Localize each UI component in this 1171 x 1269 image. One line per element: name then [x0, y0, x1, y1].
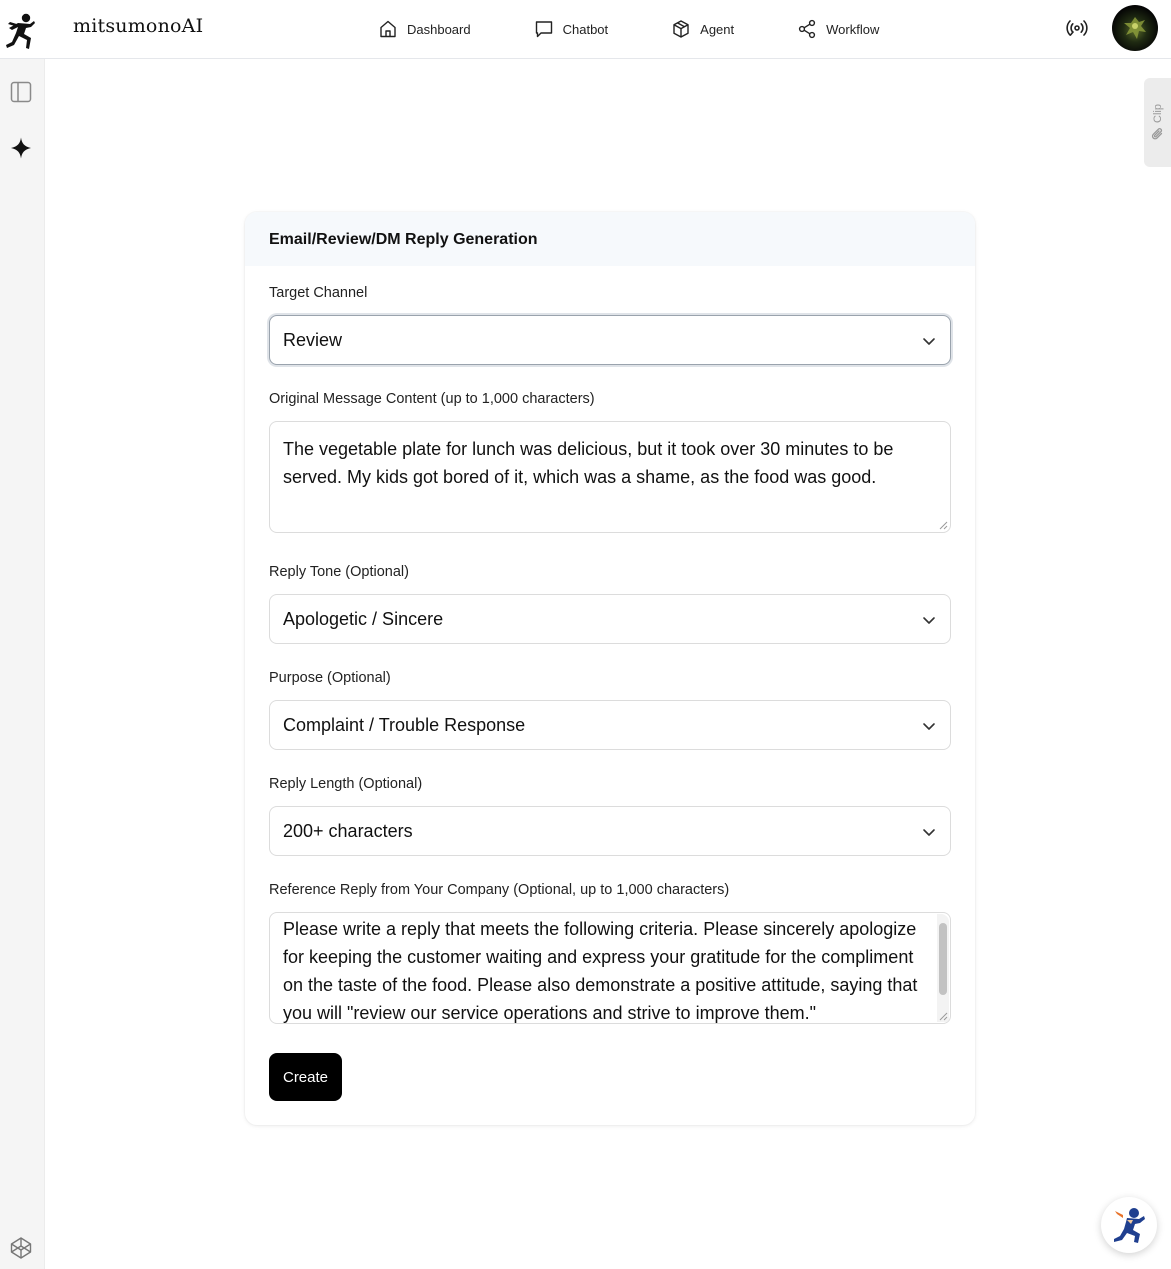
left-rail: [0, 59, 45, 1269]
textarea-scrollbar-thumb[interactable]: [939, 923, 947, 995]
ninja-mascot-icon: [1109, 1205, 1149, 1245]
share-nodes-icon: [797, 19, 817, 39]
nav-agent[interactable]: [671, 19, 734, 39]
reference-reply-value: Please write a reply that meets the following criteria. Please sincerely apologize for keeping the customer waiting and express your gratitude for the compliment on the taste of the food. Please also demonstrate a positive attitude, saying that you will "review our service operations and strive to improve them.": [283, 919, 918, 1023]
chevron-down-icon: [921, 718, 937, 734]
chevron-down-icon: [921, 612, 937, 628]
paperclip-icon: [1151, 127, 1165, 141]
nav-dashboard-label: Dashboard: [407, 21, 471, 37]
sparkle-icon[interactable]: [9, 136, 33, 160]
target-channel-label: Target Channel: [269, 285, 368, 301]
purpose-value: Complaint / Trouble Response: [283, 714, 526, 735]
chat-bubble-icon: [534, 19, 554, 39]
nav-chatbot[interactable]: [534, 19, 609, 39]
original-message-label: Original Message Content (up to 1,000 characters): [269, 391, 595, 407]
original-message-value: The vegetable plate for lunch was delicious, but it took over 30 minutes to be served. My kids got bored of it, which was a shame, as the food was good.: [283, 439, 894, 487]
assistant-mascot-button[interactable]: [1101, 1197, 1157, 1253]
reply-tone-select[interactable]: [269, 594, 951, 644]
reply-length-select[interactable]: [269, 806, 951, 856]
reply-generation-card: [245, 212, 975, 1125]
create-button[interactable]: Create: [269, 1053, 342, 1101]
purpose-select[interactable]: [269, 700, 951, 750]
reference-reply-label: Reference Reply from Your Company (Optional, up to 1,000 characters): [269, 882, 730, 898]
nav-chatbot-label: Chatbot: [562, 21, 609, 37]
reply-tone-value: Apologetic / Sincere: [283, 608, 444, 629]
nav-workflow-label: Workflow: [826, 21, 880, 37]
target-channel-select[interactable]: [269, 315, 951, 365]
clip-tab[interactable]: [1144, 78, 1171, 167]
nav-agent-label: Agent: [700, 21, 735, 37]
target-channel-value: Review: [283, 329, 343, 350]
brand-name[interactable]: mitsumonoAI: [73, 15, 204, 37]
sidebar-toggle-icon[interactable]: [9, 80, 33, 104]
nav-workflow[interactable]: [797, 19, 879, 39]
running-ninja-logo-icon[interactable]: [4, 12, 38, 50]
resize-handle-icon[interactable]: [938, 1011, 948, 1021]
chevron-down-icon: [921, 824, 937, 840]
user-avatar[interactable]: [1112, 5, 1158, 51]
card-title: Email/Review/DM Reply Generation: [269, 231, 538, 248]
main-nav: [378, 0, 879, 58]
resize-handle-icon[interactable]: [938, 520, 948, 530]
reference-reply-textarea[interactable]: [269, 912, 951, 1024]
chevron-down-icon: [921, 333, 937, 349]
avatar-figure-icon: [1112, 5, 1158, 51]
home-icon: [378, 19, 398, 39]
card-header: [245, 212, 975, 266]
codepen-cube-icon[interactable]: [9, 1236, 33, 1260]
reply-length-value: 200+ characters: [283, 820, 413, 841]
nav-dashboard[interactable]: [378, 19, 471, 39]
purpose-label: Purpose (Optional): [269, 670, 391, 686]
original-message-textarea[interactable]: [269, 421, 951, 533]
broadcast-signal-icon[interactable]: [1064, 15, 1090, 41]
clip-label: Clip: [1151, 104, 1164, 123]
top-header: [0, 0, 1171, 59]
reply-length-label: Reply Length (Optional): [269, 776, 423, 792]
cube-icon: [671, 19, 691, 39]
reply-tone-label: Reply Tone (Optional): [269, 564, 409, 580]
